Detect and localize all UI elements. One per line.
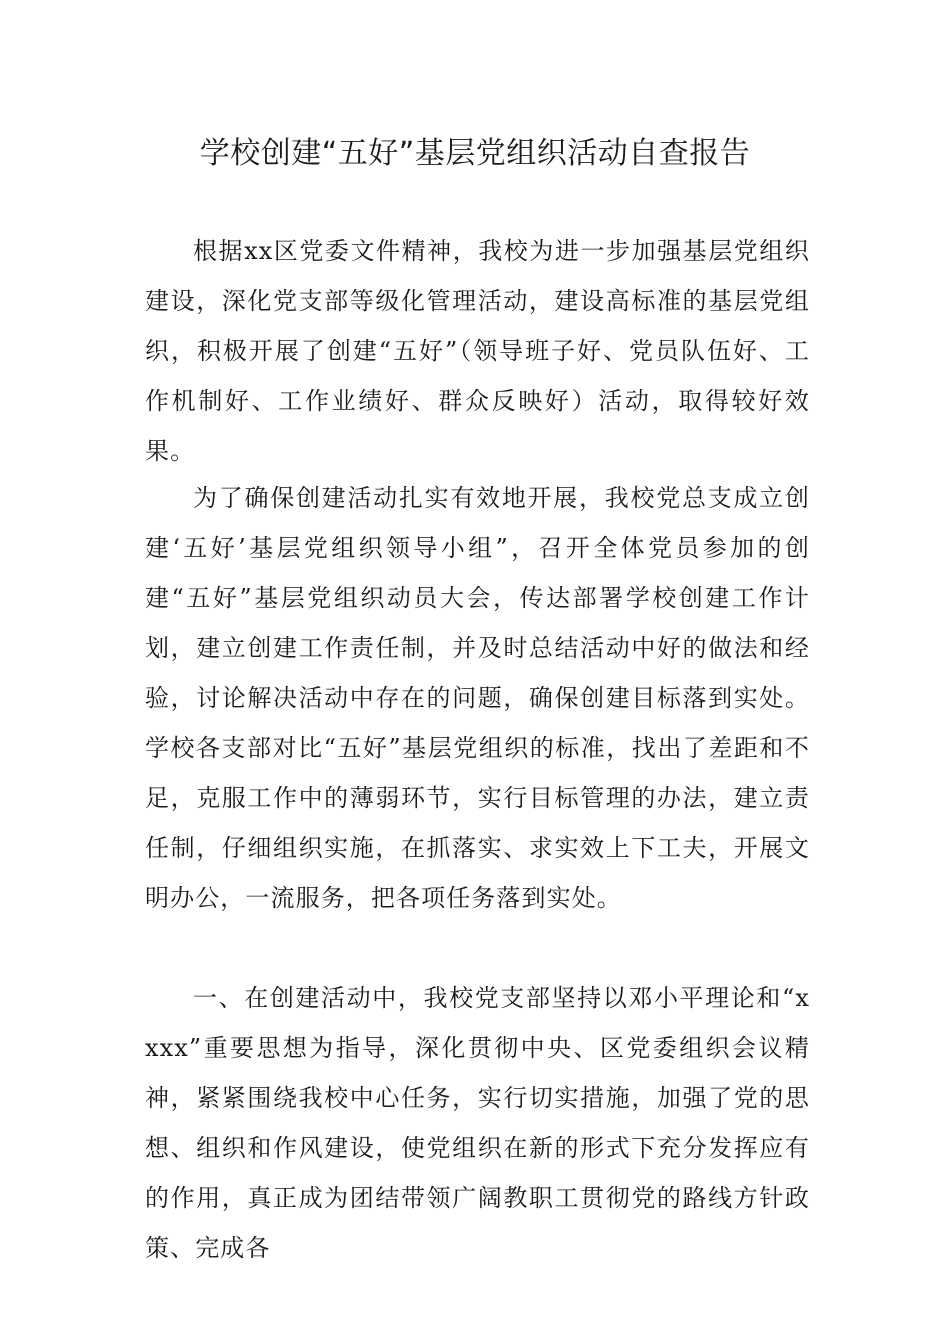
document-title: 学校创建“五好”基层党组织活动自查报告 <box>199 136 751 171</box>
paragraph-organization: 为了确保创建活动扎实有效地开展，我校党总支成立创建‘五好’基层党组织领导小组”，召开全体党员参加的创建“五好”基层党组织动员大会，传达部署学校创建工作计划，建立创建工作责任制，并及时总结活动中好的做法和经验，讨论解决活动中存在的问题，确保创建目标落到实处。学校各支部对比“五好”基层党组织的标准，找出了差距和不足，克服工作中的薄弱环节，实行目标管理的办法，建立责任制，仔细组织实施，在抓落实、求实效上下工夫，开展文明办公，一流服务，把各项任务落到实处。 <box>145 484 810 912</box>
paragraph-intro: 根据xx区党委文件精神，我校为进一步加强基层党组织建设，深化党支部等级化管理活动，建设高标准的基层党组织，积极开展了创建“五好”（领导班子好、党员队伍好、工作机制好、工作业绩好、群众反映好）活动，取得较好效果。 <box>145 237 810 465</box>
paragraph-section-one: 一、在创建活动中，我校党支部坚持以邓小平理论和“xxxx”重要思想为指导，深化贯彻中央、区党委组织会议精神，紧紧围绕我校中心任务，实行切实措施，加强了党的思想、组织和作风建设，使党组织在新的形式下充分发挥应有的作用，真正成为团结带领广阔教职工贯彻党的路线方针政策、完成各 <box>145 984 810 1262</box>
